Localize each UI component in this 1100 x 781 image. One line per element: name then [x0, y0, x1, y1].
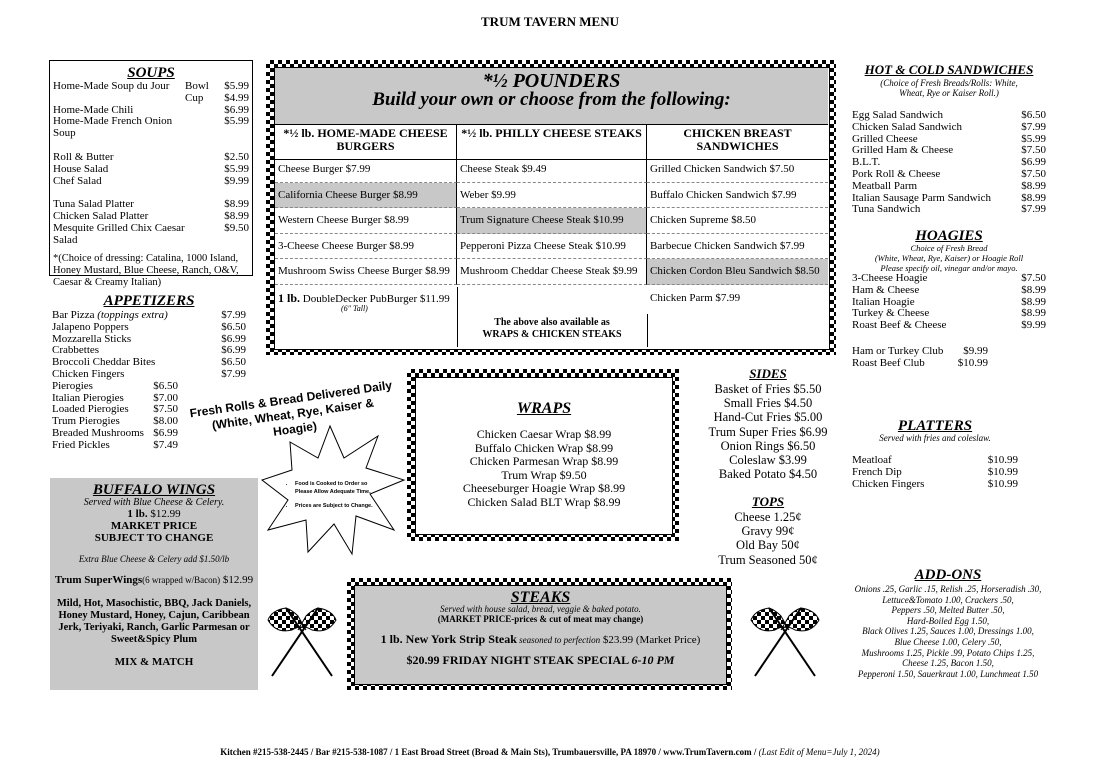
sandwich-name: Chicken Salad Sandwich: [852, 120, 962, 133]
steaks-section: [354, 585, 727, 685]
pounder-item: Chicken Supreme $8.50: [647, 208, 828, 234]
hot-cold-heading: HOT & COLD SANDWICHES: [864, 62, 1034, 77]
hoagie-name: Ham & Cheese: [852, 283, 920, 296]
soup-item: [53, 93, 249, 105]
pounder-item: Cheese Burger $7.99: [275, 157, 457, 183]
side-item: Trum Super Fries $6.99: [708, 424, 828, 439]
clubs-list: [852, 346, 988, 370]
soup-price: $5.99: [224, 162, 249, 175]
addon-line: Blue Cheese 1.00, Celery .50,: [894, 636, 1002, 647]
soup-price: $8.99: [224, 210, 249, 223]
fresh-rolls-banner: Fresh Rolls & Bread Delivered Daily (White, Wheat, Rye, Kaiser & Hoagie): [188, 378, 393, 439]
buffalo-wings-section: [50, 478, 258, 690]
appetizer-name-text: Jalapeno Poppers: [52, 320, 129, 333]
pounder-item: Trum Signature Cheese Steak $10.99: [457, 208, 647, 234]
pubburger-name: DoubleDecker PubBurger $11.99: [300, 293, 450, 305]
addons-heading: ADD-ONS: [914, 567, 982, 583]
sandwich-price: $8.99: [1021, 179, 1046, 192]
steaks-sub2: (MARKET PRICE-prices & cut of meat may change): [437, 614, 644, 624]
hot-cold-list: [852, 110, 1046, 216]
sides-list: [698, 382, 838, 481]
appetizer-name-text: Broccoli Cheddar Bites: [52, 356, 156, 369]
appetizer-item: [52, 369, 246, 381]
chicken-parm: Chicken Parm $7.99: [650, 292, 741, 304]
soup-name: House Salad: [53, 162, 109, 175]
side-item: Hand-Cut Fries $5.00: [713, 410, 823, 425]
hoagie-name: 3-Cheese Hoagie: [852, 272, 928, 284]
pierogi-price: $6.99: [153, 426, 178, 439]
soup-item: [53, 176, 249, 188]
side-item: Basket of Fries $5.50: [714, 382, 822, 396]
platters-section: [852, 418, 1018, 490]
hot-cold-sub: (Choice of Fresh Breads/Rolls: White, Wheat, Rye or Kaiser Roll.): [880, 78, 1018, 98]
club-2-price: $10.99: [957, 356, 988, 369]
buffalo-flavors: Mild, Hot, Masochistic, BBQ, Jack Daniels, Honey Mustard, Honey, Cajun, Caribbean Jerk, Teriyaki, Ranch, Garlic Parmesan or Sweet&Spicy Plum: [56, 598, 252, 645]
ny-strip-note: seasoned to perfection: [516, 635, 601, 645]
top-item: Gravy 99¢: [741, 524, 795, 539]
burst-note-2: • Prices are Subject to Change.: [295, 502, 375, 510]
wrap-item: Chicken Salad BLT Wrap $8.99: [467, 494, 621, 509]
sandwich-name: Egg Salad Sandwich: [852, 109, 944, 121]
club-1-price: $9.99: [963, 344, 988, 357]
hoagies-sub1: Choice of Fresh Bread: [910, 243, 988, 253]
soups-heading: SOUPS: [127, 65, 175, 81]
sandwich-price: $7.99: [1021, 120, 1046, 133]
sandwich-name: Italian Sausage Parm Sandwich: [852, 191, 991, 204]
club-1-name: Ham or Turkey Club: [852, 344, 944, 357]
addon-line: Hard-Boiled Egg 1.50,: [906, 615, 990, 626]
hoagie-price: $7.50: [1021, 272, 1046, 284]
tops-heading: TOPS: [751, 494, 785, 509]
pierogi-name: Italian Pierogies: [52, 391, 124, 404]
club-1: [852, 346, 988, 358]
sandwich-name: Meatball Parm: [852, 179, 918, 192]
soup-size: [185, 176, 217, 188]
wrap-item: Chicken Caesar Wrap $8.99: [476, 427, 612, 441]
soup-price: $9.99: [224, 174, 249, 187]
platter-name: Meatloaf: [852, 454, 892, 466]
appetizer-price: $6.99: [221, 332, 246, 345]
pierogi-price: $7.00: [153, 391, 178, 404]
soups-section: [49, 60, 253, 288]
pounders-grid: [275, 157, 828, 285]
pounders-subtitle: Build your own or choose from the following:: [372, 89, 731, 110]
tops-list: [698, 510, 838, 567]
soup-size: [185, 211, 217, 223]
soup-name: Roll & Butter: [53, 150, 114, 163]
hoagie-name: Turkey & Cheese: [852, 307, 930, 320]
checkered-flags-left-icon: [262, 600, 342, 680]
appetizer-price: $6.99: [221, 344, 246, 357]
buffalo-extra: Extra Blue Cheese & Celery add $1.50/lb: [78, 554, 230, 564]
friday-special-time: 6-10 PM: [631, 653, 675, 667]
pounders-col-heads: [275, 125, 828, 160]
steaks-head: *½ lb. PHILLY CHEESE STEAKS: [457, 125, 647, 159]
burst-note-1: • Food is Cooked to Order so Please Allow Adequate Time.: [295, 480, 375, 496]
soup-name: Mesquite Grilled Chix Caesar Salad: [53, 221, 185, 246]
also-line-1: The above also available as: [494, 317, 610, 328]
chicken-head: CHICKEN BREAST SANDWICHES: [683, 126, 792, 153]
sandwich-item: [852, 169, 1046, 181]
checkered-flags-right-icon: [745, 600, 825, 680]
sandwich-item: [852, 181, 1046, 193]
side-item: Onion Rings $6.50: [720, 438, 816, 453]
soups-list: [53, 81, 249, 247]
addon-line: Onions .25, Garlic .15, Relish .25, Horseradish .30,: [854, 584, 1042, 594]
appetizer-price: $7.99: [221, 367, 246, 380]
pierogi-name: Breaded Mushrooms: [52, 426, 144, 439]
hoagie-price: $8.99: [1021, 307, 1046, 320]
top-item: Trum Seasoned 50¢: [718, 552, 818, 567]
appetizer-name-text: Chicken Fingers: [52, 367, 125, 380]
sandwich-price: $7.50: [1021, 167, 1046, 180]
platter-price: $10.99: [987, 454, 1018, 466]
pounders-banner: [275, 68, 828, 125]
platter-name: French Dip: [852, 465, 902, 478]
buffalo-heading: BUFFALO WINGS: [92, 482, 216, 498]
pubburger-note: (6" Tall): [341, 304, 368, 313]
sandwich-item: [852, 145, 1046, 157]
pierogi-name: Pierogies: [52, 379, 93, 392]
sides-heading: SIDES: [749, 366, 787, 381]
superwings-label: Trum SuperWings: [54, 574, 143, 586]
appetizer-name: [52, 369, 124, 381]
hoagie-name: Roast Beef & Cheese: [852, 319, 947, 332]
addon-line: Mushrooms 1.25, Pickle .99, Potato Chips 1.25,: [861, 647, 1035, 658]
soup-size: [185, 152, 217, 164]
hoagie-price: $8.99: [1021, 283, 1046, 296]
side-item: Coleslaw $3.99: [729, 453, 807, 468]
sandwich-name: Grilled Cheese: [852, 132, 918, 145]
page-title: TRUM TAVERN MENU: [481, 14, 619, 29]
superwings-price: $12.99: [220, 574, 254, 586]
burgers-head: *½ lb. HOME-MADE CHEESE BURGERS: [275, 125, 457, 159]
soup-size: [185, 105, 217, 117]
ny-strip-price: $23.99 (Market Price): [600, 634, 701, 646]
soup-item: [53, 116, 249, 140]
footer-text: Kitchen #215-538-2445 / Bar #215-538-1087 / 1 East Broad Street (Broad & Main Sts), Trumbauersville, PA 18970 / www.TrumTavern.com /: [220, 747, 759, 757]
pounder-item: California Cheese Burger $8.99: [275, 183, 457, 209]
hoagie-price: $8.99: [1021, 295, 1046, 308]
hoagies-section: [852, 228, 1046, 370]
appetizer-price: $6.50: [221, 320, 246, 333]
hoagie-name: Italian Hoagie: [852, 295, 915, 308]
pierogi-price: $6.50: [153, 379, 178, 392]
soup-size: Bowl: [185, 80, 209, 92]
soup-item: [53, 223, 249, 247]
hoagie-price: $9.99: [1021, 319, 1046, 332]
appetizer-price: $7.99: [221, 309, 246, 321]
pounders-title: *½ POUNDERS: [482, 70, 621, 92]
ny-strip-name: 1 lb. New York Strip Steak: [380, 632, 517, 646]
sandwich-name: Pork Roll & Cheese: [852, 167, 941, 180]
sides-section: [698, 366, 838, 481]
pounder-item: Buffalo Chicken Sandwich $7.99: [647, 183, 828, 209]
soup-item: [53, 81, 249, 93]
pounder-item: Cheese Steak $9.49: [457, 157, 647, 183]
pierogi-price: $7.50: [153, 403, 178, 416]
hoagies-sub3: Please specify oil, vinegar and/or mayo.: [880, 263, 1018, 273]
pounder-item: Grilled Chicken Sandwich $7.50: [647, 157, 828, 183]
ny-strip: [355, 632, 726, 647]
sandwich-price: $5.99: [1021, 132, 1046, 145]
pounder-item: Weber $9.99: [457, 183, 647, 209]
sandwich-price: $8.99: [1021, 191, 1046, 204]
sandwich-price: $6.99: [1021, 156, 1046, 169]
wraps-section: [415, 377, 673, 535]
tops-section: [698, 494, 838, 567]
burst-notes: [283, 480, 375, 510]
pounder-item: 3-Cheese Cheese Burger $8.99: [275, 234, 457, 260]
soup-name: [53, 93, 185, 105]
soup-price: $8.99: [224, 198, 249, 211]
soup-price: $5.99: [224, 80, 249, 92]
addons-section: [842, 567, 1054, 679]
platter-price: $10.99: [987, 477, 1018, 490]
addons-list: [842, 584, 1054, 679]
soup-size: [185, 223, 217, 247]
wrap-item: Buffalo Chicken Wrap $8.99: [474, 440, 614, 455]
pounder-item: Barbecue Chicken Sandwich $7.99: [647, 234, 828, 260]
pounder-item: Chicken Cordon Bleu Sandwich $8.50: [647, 259, 828, 285]
side-item: Baked Potato $4.50: [718, 467, 818, 482]
pierogies-list: [52, 381, 178, 452]
soup-price: $9.50: [224, 221, 249, 234]
steaks-sub1: Served with house salad, bread, veggie & baked potato.: [440, 604, 641, 614]
mix-match: MIX & MATCH: [114, 656, 194, 668]
addon-line: Pepperoni 1.50, Sauerkraut 1.00, Lunchmeat 1.50: [857, 668, 1039, 679]
soup-size: Cup: [185, 91, 204, 104]
pubburger-lb: 1 lb.: [278, 291, 301, 305]
soup-name: Home-Made Soup du Jour: [53, 80, 170, 92]
sandwich-price: $7.50: [1021, 144, 1046, 157]
platter-item: [852, 479, 1018, 491]
hot-cold-section: [852, 62, 1046, 216]
appetizers-heading: APPETIZERS: [103, 293, 195, 309]
addon-line: Cheese 1.25, Bacon 1.50,: [902, 658, 994, 669]
superwings: [50, 574, 258, 586]
platter-name: Chicken Fingers: [852, 477, 925, 490]
club-2-name: Roast Beef Club: [852, 356, 925, 369]
dressing-note: *(Choice of dressing: Catalina, 1000 Island, Honey Mustard, Blue Cheese, Ranch, O&V, Caesar & Creamy Italian): [53, 252, 239, 288]
pierogi-item: [52, 428, 178, 440]
platters-heading: PLATTERS: [897, 418, 973, 434]
buffalo-lb: [50, 508, 258, 520]
sandwich-price: $6.50: [1021, 109, 1046, 121]
sandwich-name: Grilled Ham & Cheese: [852, 144, 954, 157]
friday-special-label: $20.99 FRIDAY NIGHT STEAK SPECIAL: [406, 653, 632, 667]
pierogi-name: Trum Pierogies: [52, 415, 120, 428]
pounder-item: Mushroom Cheddar Cheese Steak $9.99: [457, 259, 647, 285]
platter-item: [852, 467, 1018, 479]
soup-name: Home-Made Chili: [53, 103, 134, 116]
soup-name: Tuna Salad Platter: [53, 198, 134, 211]
hoagie-item: [852, 285, 1046, 297]
platters-list: [852, 455, 1018, 490]
wrap-item: Chicken Parmesan Wrap $8.99: [469, 454, 619, 468]
pounder-item: Pepperoni Pizza Cheese Steak $10.99: [457, 234, 647, 260]
sandwich-item: [852, 204, 1046, 216]
buffalo-market2: SUBJECT TO CHANGE: [94, 532, 214, 544]
sandwich-item: [852, 122, 1046, 134]
hoagies-heading: HOAGIES: [915, 228, 983, 244]
appetizer-name-text: Crabbettes: [52, 344, 100, 357]
platters-sub: Served with fries and coleslaw.: [879, 433, 991, 443]
soup-item: [53, 152, 249, 164]
sandwich-name: Tuna Sandwich: [852, 203, 921, 216]
superwings-note: (6 wrapped w/Bacon): [142, 575, 221, 585]
appetizers-list: [52, 310, 246, 381]
addon-line: Peppers .50, Melted Butter .50,: [891, 605, 1005, 616]
platter-price: $10.99: [987, 465, 1018, 478]
wraps-list: [416, 428, 672, 509]
soup-name: Home-Made French Onion Soup: [53, 115, 173, 140]
friday-special: [355, 653, 726, 668]
appetizer-name-text: Mozzarella Sticks: [52, 332, 132, 345]
soup-name: Chicken Salad Platter: [53, 210, 149, 223]
buffalo-sub: Served with Blue Cheese & Celery.: [83, 497, 225, 508]
pierogi-item: [52, 440, 178, 452]
soup-size: [185, 199, 217, 211]
pounder-item: Mushroom Swiss Cheese Burger $8.99: [275, 259, 457, 285]
sandwich-name: B.L.T.: [852, 156, 881, 169]
sandwich-price: $7.99: [1021, 203, 1046, 216]
wrap-item: Cheeseburger Hoagie Wrap $8.99: [462, 481, 626, 495]
side-item: Small Fries $4.50: [723, 396, 813, 411]
wraps-heading: WRAPS: [516, 400, 572, 417]
soup-item: [53, 164, 249, 176]
pierogi-price: $7.49: [153, 438, 178, 451]
soup-price: $4.99: [224, 91, 249, 104]
pierogi-price: $8.00: [153, 415, 178, 428]
steaks-heading: STEAKS: [510, 589, 571, 606]
soup-price: $6.99: [224, 103, 249, 116]
soup-size: [185, 164, 217, 176]
soup-name: Chef Salad: [53, 174, 102, 187]
hoagies-sub2: (White, Wheat, Rye, Kaiser) or Hoagie Roll: [874, 253, 1024, 263]
soup-size: [185, 116, 217, 140]
footer: [0, 747, 1100, 757]
buffalo-lb-price: $12.99: [150, 508, 181, 520]
buffalo-lb-label: 1 lb.: [127, 508, 151, 520]
appetizer-note: (toppings extra): [97, 309, 168, 321]
pierogi-item: [52, 381, 178, 393]
addon-line: Lettuce&Tomato 1.00, Crackers .50,: [882, 594, 1014, 605]
also-available: [457, 314, 648, 347]
footer-edit: (Last Edit of Menu=July 1, 2024): [758, 747, 880, 757]
appetizer-price: $6.50: [221, 356, 246, 369]
pierogi-name: Loaded Pierogies: [52, 403, 129, 416]
club-2: [852, 358, 988, 370]
wrap-item: Trum Wrap $9.50: [501, 467, 587, 482]
soup-price: $5.99: [224, 115, 249, 128]
also-line-2: WRAPS & CHICKEN STEAKS: [482, 329, 622, 340]
pierogi-name: Fried Pickles: [52, 438, 110, 451]
top-item: Old Bay 50¢: [736, 538, 800, 553]
buffalo-market1: MARKET PRICE: [110, 520, 198, 532]
hoagies-list: [852, 273, 1046, 332]
pounder-item: Western Cheese Burger $8.99: [275, 208, 457, 234]
top-item: Cheese 1.25¢: [734, 510, 802, 524]
appetizer-name-text: Bar Pizza: [52, 309, 95, 321]
soup-price: $2.50: [224, 150, 249, 163]
hoagie-item: [852, 320, 1046, 332]
addon-line: Black Olives 1.25, Sauces 1.00, Dressings 1.00,: [862, 626, 1034, 637]
pubburger-cell: [275, 287, 458, 347]
